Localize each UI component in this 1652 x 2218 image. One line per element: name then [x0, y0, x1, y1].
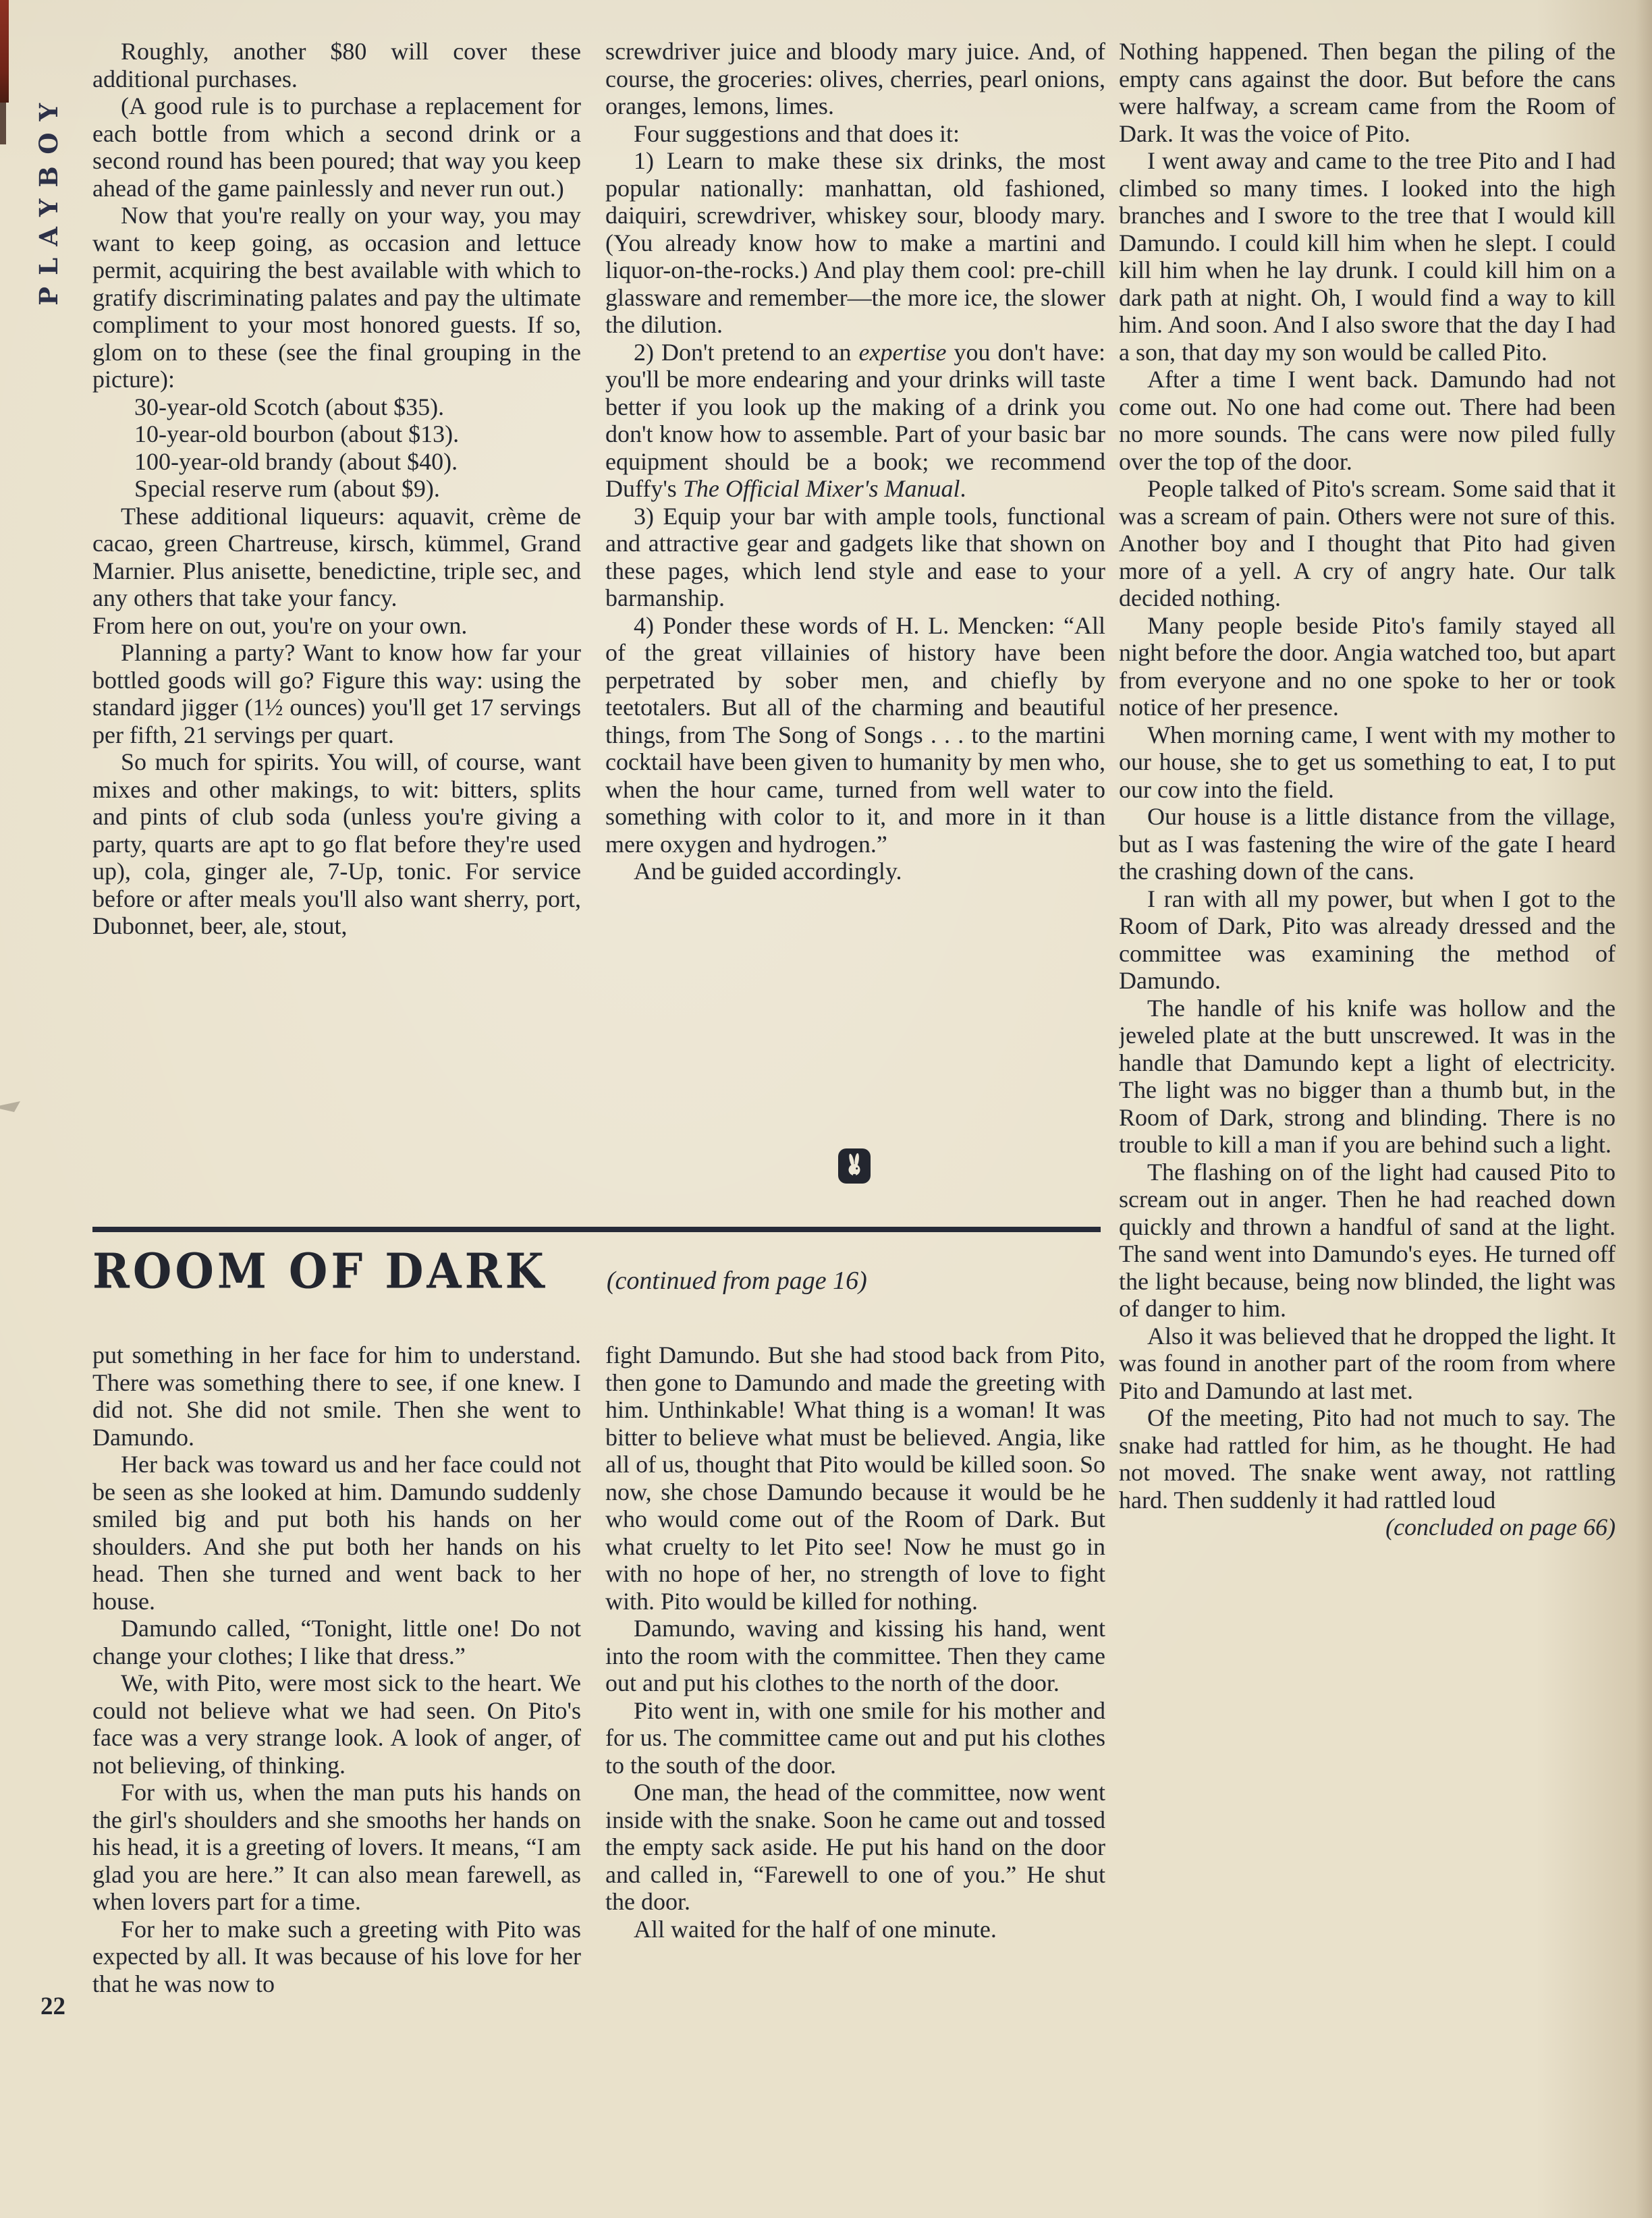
paragraph: Roughly, another $80 will cover these additional purchases. — [92, 38, 581, 92]
paragraph: From here on out, you're on your own. — [92, 611, 468, 639]
paragraph: 30-year-old Scotch (about $35). — [134, 393, 445, 420]
scan-edge-artifact — [0, 0, 9, 103]
story-column-3 — [1119, 38, 1616, 2076]
scan-edge-artifact — [0, 1101, 20, 1112]
story-header — [92, 1242, 1105, 1328]
paragraph: We, with Pito, were most sick to the heart. We could not believe what we had seen. On Pito's face was a very strange look. A look of anger, of not believing, of thinking. — [92, 1669, 581, 1779]
paragraph: 1) Learn to make these six drinks, the most popular nationally: manhattan, old fashioned, daiquiri, screwdriver, whiskey sour, bloody mary. (You already know how to make a martini and liquor-on-the-rocks.) And play them cool: pre-chill glassware and remember—the more ice, the slower the dilution. — [605, 147, 1105, 338]
paragraph: (A good rule is to purchase a replacement for each bottle from which a second drink or a second round has been poured; that way you keep ahead of the game painlessly and never run out.) — [92, 92, 581, 202]
paragraph: And be guided accordingly. — [634, 858, 902, 885]
section-divider — [92, 1227, 1101, 1232]
story-column-2 — [605, 1341, 1105, 2138]
article-column-2 — [605, 38, 1105, 1151]
paragraph: Her back was toward us and her face could not be seen as she looked at him. Damundo suddenly smiled big and put both his hands on her shoulders. And she put both her hands on his head. Then she turned and went back to her house. — [92, 1451, 581, 1615]
paragraph: 2) Don't pretend to an expertise you don't have: you'll be more endearing and your drinks will taste better if you look up the making of a drink you don't know how to assemble. Part of your basic bar equipment should be a book; we recommend Duffy's The Official Mixer's Manual. — [605, 338, 1105, 502]
paragraph: People talked of Pito's scream. Some said that it was a scream of pain. Others were not sure of this. Another boy and I thought that Pito had given more of a yell. A cry of angry hate. Our talk decided nothing. — [1119, 475, 1616, 611]
paragraph: 100-year-old brandy (about $40). — [134, 447, 458, 475]
paragraph: Many people beside Pito's family stayed all night before the door. Angia watched too, but apart from everyone and no one spoke to her or took notice of her presence. — [1119, 611, 1616, 721]
paragraph: screwdriver juice and bloody mary juice. And, of course, the groceries: olives, cherries, pearl onions, oranges, lemons, limes. — [605, 38, 1105, 119]
paragraph: Damundo called, “Tonight, little one! Do not change your clothes; I like that dress.” — [92, 1615, 581, 1669]
paragraph: (concluded on page 66) — [1385, 1514, 1616, 1541]
paragraph: I ran with all my power, but when I got to the Room of Dark, Pito was already dressed and the committee was examining the method of Damundo. — [1119, 885, 1616, 994]
paragraph: The handle of his knife was hollow and the jeweled plate at the butt unscrewed. It was in the handle that Damundo kept a light of electricity. The light was no bigger than a thumb but, in the Room of Dark, strong and blinding. There is no trouble to kill a man if you are behind such a light. — [1119, 994, 1616, 1158]
paragraph: Planning a party? Want to know how far your bottled goods will go? Figure this way: using the standard jigger (1½ ounces) you'll get 17 servings per fifth, 21 servings per quart. — [92, 639, 581, 748]
paragraph: Also it was believed that he dropped the light. It was found in another part of the room from where Pito and Damundo at last met. — [1119, 1322, 1616, 1404]
paragraph: For her to make such a greeting with Pito was expected by all. It was because of his love for her that he was now to — [92, 1915, 581, 1997]
paragraph: For with us, when the man puts his hands on the girl's shoulders and she smooths her hands on his head, it is a greeting of lovers. It means, “I am glad you are here.” It can also mean farewell, as when lovers part for a time. — [92, 1779, 581, 1915]
paragraph: After a time I went back. Damundo had not come out. No one had come out. There had been no more sounds. The cans were now piled fully over the top of the door. — [1119, 366, 1616, 475]
paragraph: Four suggestions and that does it: — [634, 119, 960, 147]
paragraph: These additional liqueurs: aquavit, crème de cacao, green Chartreuse, kirsch, kümmel, Grand Marnier. Plus anisette, benedictine, triple sec, and any others that take your fancy. — [92, 502, 581, 611]
paragraph: Now that you're really on your way, you may want to keep going, as occasion and lettuce permit, acquiring the best available with which to gratify discriminating palates and pay the ultimate compliment to your most honored guests. If so, glom on to these (see the final grouping in the picture): — [92, 202, 581, 393]
magazine-name-vertical — [30, 70, 67, 327]
story-title: ROOM OF DARK — [92, 1242, 547, 1300]
continuation-note: (continued from page 16) — [606, 1267, 867, 1295]
paragraph: Nothing happened. Then began the piling of the empty cans against the door. But before the cans were halfway, a scream came from the Room of Dark. It was the voice of Pito. — [1119, 38, 1616, 147]
magazine-name-label: PLAYBOY — [34, 91, 63, 306]
paragraph: 10-year-old bourbon (about $13). — [134, 420, 460, 447]
paragraph: So much for spirits. You will, of course, want mixes and other makings, to wit: bitters, splits and pints of club soda (unless you're giving a party, quarts are apt to go flat before they're used up), cola, ginger ale, 7-Up, tonic. For service before or after meals you'll also want sherry, port, Dubonnet, beer, ale, stout, — [92, 748, 581, 939]
paragraph: 3) Equip your bar with ample tools, functional and attractive gear and gadgets like that shown on these pages, which lend style and ease to your barmanship. — [605, 502, 1105, 611]
paragraph: Of the meeting, Pito had not much to say. The snake had rattled for him, as he thought. He had not moved. The snake went away, not rattling hard. Then suddenly it had rattled loud — [1119, 1404, 1616, 1514]
paragraph: put something in her face for him to understand. There was something there to see, if one knew. I did not. She did not smile. Then she went to Damundo. — [92, 1341, 581, 1451]
playboy-rabbit-icon — [838, 1148, 871, 1184]
paragraph: When morning came, I went with my mother to our house, she to get us something to eat, I to put our cow into the field. — [1119, 721, 1616, 803]
paragraph: One man, the head of the committee, now went inside with the snake. Soon he came out and tossed the empty sack aside. He put his hand on the door and called in, “Farewell to one of you.” He shut the door. — [605, 1779, 1105, 1915]
paragraph: All waited for the half of one minute. — [634, 1915, 997, 1943]
paragraph: The flashing on of the light had caused Pito to scream out in anger. Then he had reached down quickly and thrown a handful of sand at the light. The sand went into Damundo's eyes. He turned off the light because, being now blinded, the light was of danger to him. — [1119, 1158, 1616, 1322]
paragraph: Our house is a little distance from the village, but as I was fastening the wire of the gate I heard the crashing down of the cans. — [1119, 803, 1616, 885]
paragraph: Pito went in, with one smile for his mother and for us. The committee came out and put his clothes to the south of the door. — [605, 1696, 1105, 1779]
paragraph: fight Damundo. But she had stood back from Pito, then gone to Damundo and made the greeting with him. Unthinkable! What thing is a woman! It was bitter to believe what must be believed. Angia, like all of us, thought that Pito would be killed soon. So now, she chose Damundo because it would be he who would come out of the Room of Dark. But what cruelty to let Pito see! Now he must go in with no hope of her, no strength of love to fight with. Pito would be killed for nothing. — [605, 1341, 1105, 1615]
article-column-1 — [92, 38, 581, 1212]
page-number: 22 — [40, 1993, 65, 2020]
paragraph: I went away and came to the tree Pito and I had climbed so many times. I looked into the high branches and I swore to the tree that I would kill Damundo. I could kill him when he slept. I could kill him when he lay drunk. I could kill him on a dark path at night. Oh, I would find a way to kill him. And soon. And I also swore that the day I had a son, that day my son would be called Pito. — [1119, 147, 1616, 366]
paragraph: 4) Ponder these words of H. L. Mencken: “All of the great villainies of history have been perpetrated by sober men, and chiefly by teetotalers. But all of the charming and beautiful things, from The Song of Songs . . . to the martini cocktail have been given to humanity by men who, when the hour came, turned from well water to something with color to it, and more in it than mere oxygen and hydrogen.” — [605, 611, 1105, 858]
paragraph: Special reserve rum (about $9). — [134, 475, 440, 502]
story-column-1 — [92, 1341, 581, 2138]
paragraph: Damundo, waving and kissing his hand, went into the room with the committee. Then they came out and put his clothes to the north of the door. — [605, 1615, 1105, 1696]
scan-edge-artifact — [0, 103, 6, 144]
